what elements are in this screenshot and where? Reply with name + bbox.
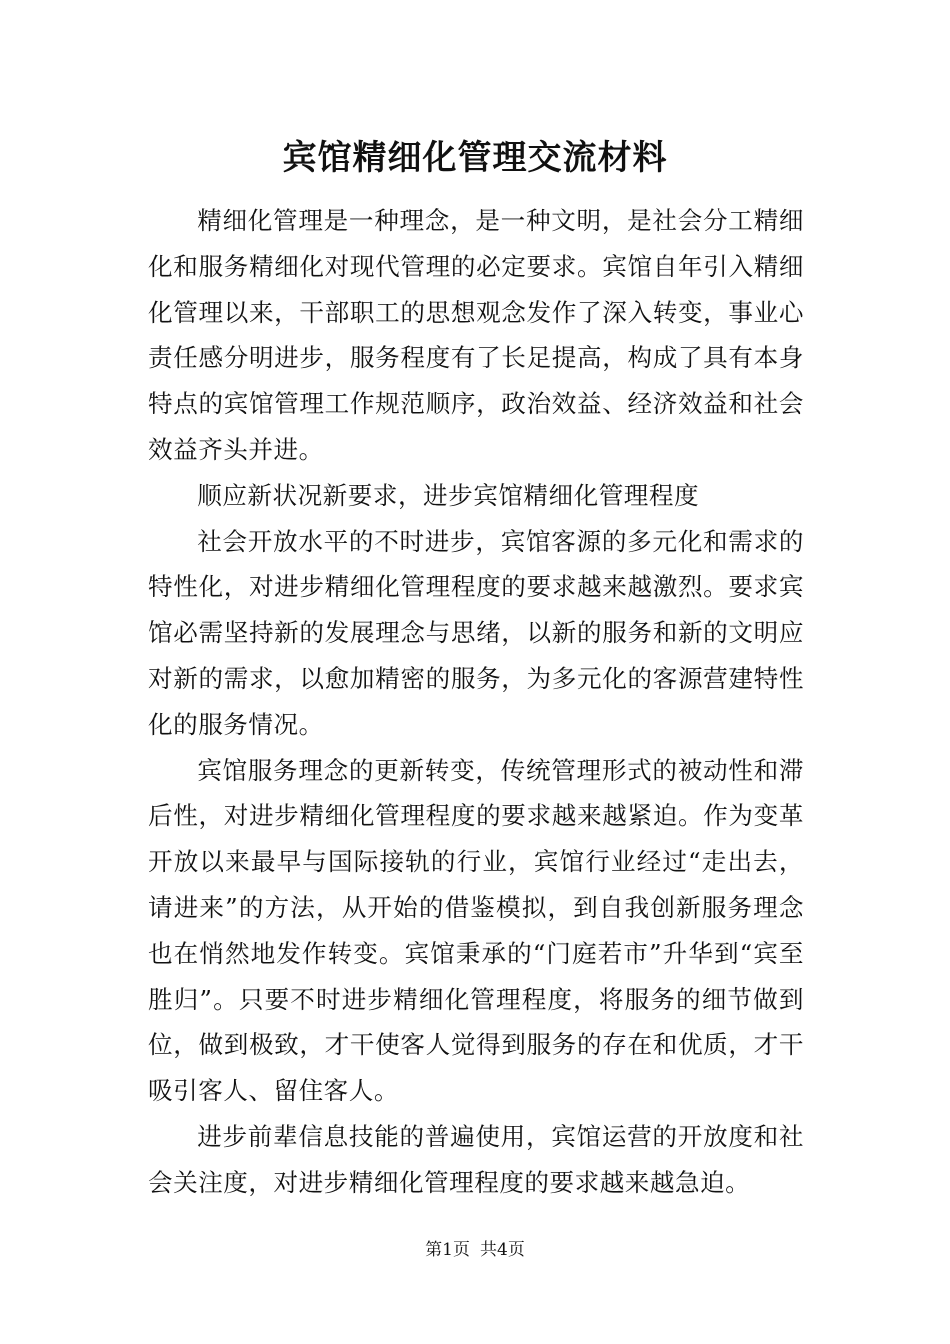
paragraph-intro: 精细化管理是一种理念，是一种文明，是社会分工精细化和服务精细化对现代管理的必定要求。宾馆自年引入精细化管理以来，干部职工的思想观念发作了深入转变，事业心责任感分明进步，服务程度有了长足提高，构成了具有本身特点的宾馆管理工作规范顺序，政治效益、经济效益和社会效益齐头并进。 [148,206,804,464]
page-footer [0,1238,950,1262]
paragraph-service-concept: 宾馆服务理念的更新转变，传统管理形式的被动性和滞后性，对进步精细化管理程度的要求越来越紧迫。作为变革开放以来最早与国际接轨的行业，宾馆行业经过“走出去，请进来”的方法，从开始的借鉴模拟，到自我创新服务理念也在悄然地发作转变。宾馆秉承的“门庭若市”升华到“宾至胜归”。只要不时进步精细化管理程度，将服务的细节做到位，做到极致，才干使客人觉得到服务的存在和优质，才干吸引客人、留住客人。 [148,755,804,1106]
document-title: 宾馆精细化管理交流材料 [282,138,668,178]
paragraph-information-technology: 进步前辈信息技能的普遍使用，宾馆运营的开放度和社会关注度，对进步精细化管理程度的要求越来越急迫。 [148,1121,804,1197]
document-body [148,198,804,1206]
total-pages: 共4页 [480,1240,525,1260]
page-number: 第1页 [425,1240,470,1260]
paragraph-section-heading: 顺应新状况新要求，进步宾馆精细化管理程度 [197,480,700,510]
paragraph-social-openness: 社会开放水平的不时进步，宾馆客源的多元化和需求的特性化，对进步精细化管理程度的要求越来越激烈。要求宾馆必需坚持新的发展理念与思绪，以新的服务和新的文明应对新的需求，以愈加精密的服务，为多元化的客源营建特性化的服务情况。 [148,526,804,739]
